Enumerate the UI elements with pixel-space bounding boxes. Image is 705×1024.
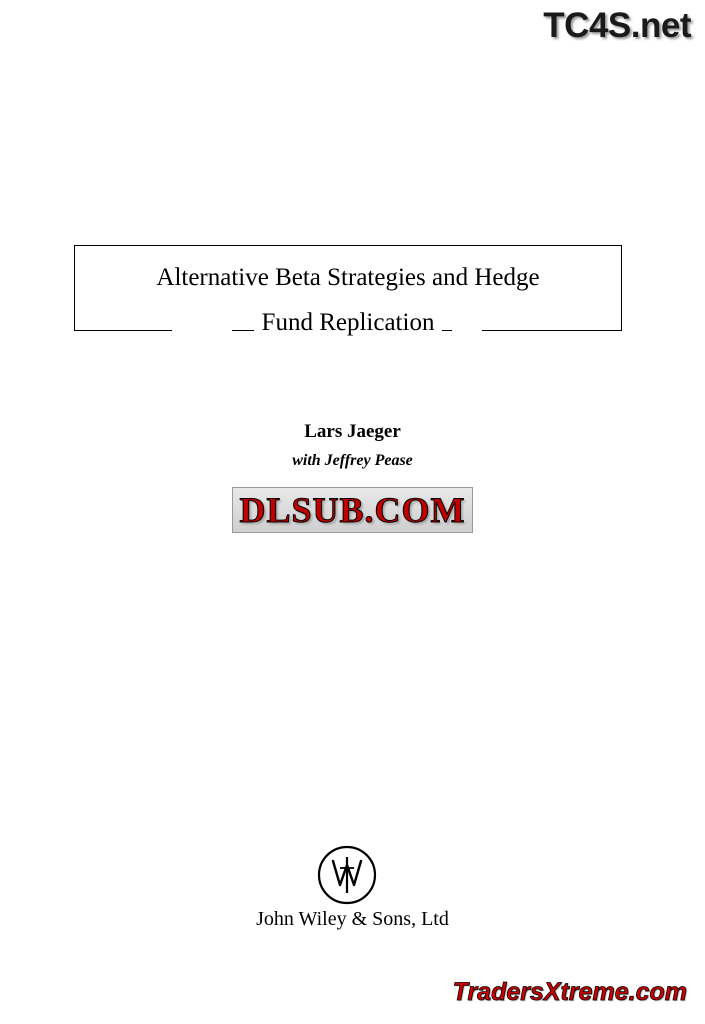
watermark-center-wrap <box>0 487 705 533</box>
watermark-center: DLSUB.COM <box>232 487 472 533</box>
book-title-line-1: Alternative Beta Strategies and Hedge <box>156 264 540 291</box>
book-title-line-2: Fund Replication <box>254 309 443 336</box>
watermark-bottom-right: TradersXtreme.com <box>452 978 687 1006</box>
watermark-top-right: TC4S.net <box>543 6 691 45</box>
co-author-name: with Jeffrey Pease <box>292 452 413 469</box>
publisher-name: John Wiley & Sons, Ltd <box>256 908 449 930</box>
john-wiley-sons-logo <box>313 841 381 909</box>
book-title-line-2-wrap <box>74 303 622 343</box>
author-name: Lars Jaeger <box>304 421 401 442</box>
